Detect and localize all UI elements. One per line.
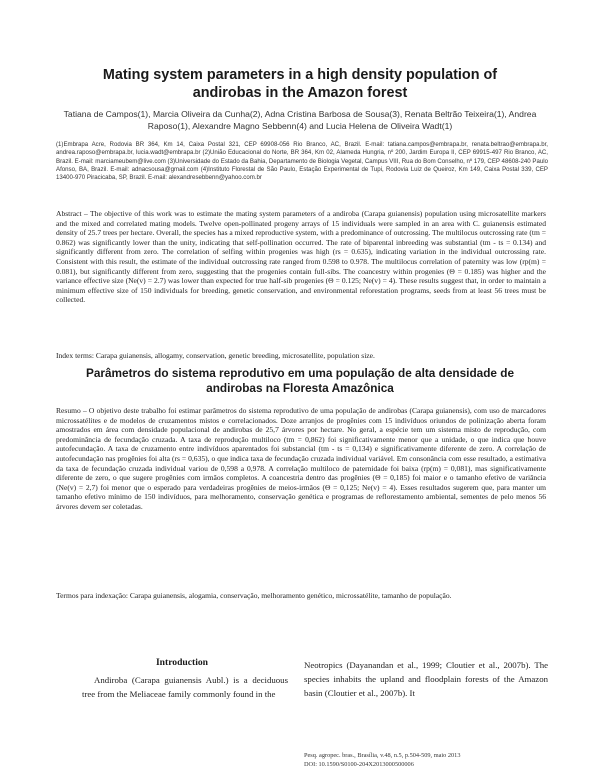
footer-doi: DOI: 10.1590/S0100-204X2013000500006 (304, 760, 414, 768)
resumo: Resumo – O objetivo deste trabalho foi estimar parâmetros do sistema reprodutivo de uma população de andirobas (Carapa guianensis), com uso de marcadores microssatélites e de modelos de cruzamentos mistos e correlacionados. Doze arranjos de progênies com 15 indivíduos oriundos de polinização aberta foram amostrados em área com densidade populacional de andirobas de 25,7 árvores por hectare. No geral, a espécie tem um sistema misto de reprodução, com predominância de fecundação cruzada. A taxa de reprodução multiloco (tm = 0,862) foi significativamente menor que a unidade, o que indica que houve autofecundação. A taxa de cruzamento entre indivíduos aparentados foi substancial (tm - ts = 0,134) e significativamente diferente de zero. A correlação de autofecundação nas progênies foi alta (rs = 0,635), o que indica taxa de fecundação cruzada individual variável. Em consonância com esse resultado, a estimativa da taxa de fecundação cruzada individual variou de 0,598 a 0,978. A correlação multiloco de paternidade foi baixa (rp(m) = 0,081), mas significativamente diferente de zero, o que sugere progênies com irmãos completos. A coancestria dentro das progênies (Θ = 0,185) foi maior e o tamanho efetivo de variância (Ne(v) = 2,7) foi menor que o esperado para verdadeiras progênies de meios-irmãos (Θ = 0,125; Ne(v) = 4). Esses resultados sugerem que, para manter um tamanho efetivo mínimo de 150 indivíduos, para melhoramento, conservação genética e programas de reflorestamento ambiental, sementes de pelo menos 56 árvores devem ser coletadas. (56, 406, 546, 511)
abstract: Abstract – The objective of this work was to estimate the mating system parameters of a andiroba (Carapa guianensis) population using microsatellite markers and the mixed and correlated mating models. Twelve open-pollinated progeny arrays of 15 individuals were sampled in an area with C. guianensis estimated density of 25.7 trees per hectare. Overall, the species has a mixed reproductive system, with a predominance of outcrossing. The multilocus outcrossing rate (tm = 0.862) was significantly lower than the unity, indicating that self-pollination occurred. The rate of biparental inbreeding was substantial (tm - ts = 0.134) and significantly different from zero. The correlation of selfing within progenies was high (rs = 0.635), indicating variation in the individual outcrossing rate. Consistent with this result, the estimate of the individual outcrossing rate ranged from 0.598 to 0.978. The multilocus correlation of paternity was low (rp(m) = 0.081), but significantly different from zero, suggesting that the progenies contain full-sibs. The coancestry within progenies (Θ = 0.185) was higher and the variance effective size (Ne(v) = 2.7) was lower than expected for true half-sib progenies (Θ = 0.125; Ne(v) = 4). These results suggest that, in order to maintain a minimum effective size of 150 individuals for breeding, genetic conservation, and environmental reforestation programs, seeds from at least 56 trees must be collected. (56, 209, 546, 305)
page-footer (304, 752, 548, 769)
intro-left-column: Andiroba (Carapa guianensis Aubl.) is a deciduous tree from the Meliaceae family commonly found in the (82, 675, 288, 699)
affiliations: (1)Embrapa Acre, Rodovia BR 364, Km 14, Caixa Postal 321, CEP 69908-056 Rio Branco, AC, Brazil. E-mail: tatiana.campos@embrapa.br, renata.beltrao@embrapa.br, andrea.raposo@embrapa.br, lucia.wadt@embrapa.br (2)União Educacional do Norte, BR 364, Km 02, Alameda Hungria, nº 200, Jardim Europa II, CEP 69915-497 Rio Branco, AC, Brazil. E-mail: marciameubem@live.com (3)Universidade do Estado da Bahia, Departamento de Biologia Vegetal, Campus VIII, Rua do Bom Conselho, nº 179, CEP 48608-240 Paulo Afonso, BA, Brazil. E-mail: adnacsousa@gmail.com (4)Instituto Florestal de São Paulo, Estação Experimental de Tupi, Rodovia Luiz de Queiroz, Km 149, Caixa Postal 339, CEP 13400-970 Piracicaba, SP, Brazil. E-mail: alexandresebbenn@yahoo.com.br (56, 141, 548, 182)
portuguese-title: Parâmetros do sistema reprodutivo em uma população de alta densidade de andirobas na Floresta Amazônica (85, 366, 515, 395)
footer-citation: Pesq. agropec. bras., Brasília, v.48, n.5, p.504-509, maio 2013 (304, 752, 461, 759)
index-terms: Index terms: Carapa guianensis, allogamy, conservation, genetic breeding, microsatellite, population size. (56, 351, 375, 360)
author-list: Tatiana de Campos(1), Marcia Oliveira da Cunha(2), Adna Cristina Barbosa de Sousa(3), Renata Beltrão Teixeira(1), Andrea Raposo(1), Alexandre Magno Sebbenn(4) and Lucia Helena de Oliveira Wadt(1) (63, 109, 537, 131)
intro-right-column: Neotropics (Dayanandan et al., 1999; Cloutier et al., 2007b). The species inhabits the upland and floodplain forests of the Amazon basin (Cloutier et al., 2007b). It (304, 660, 548, 698)
paper-title: Mating system parameters in a high density population of andirobas in the Amazon forest (102, 67, 498, 101)
introduction-heading: Introduction (155, 657, 209, 668)
termos-indexacao: Termos para indexação: Carapa guianensis, alogamia, conservação, melhoramento genético, microssatélite, tamanho de população. (56, 591, 452, 600)
